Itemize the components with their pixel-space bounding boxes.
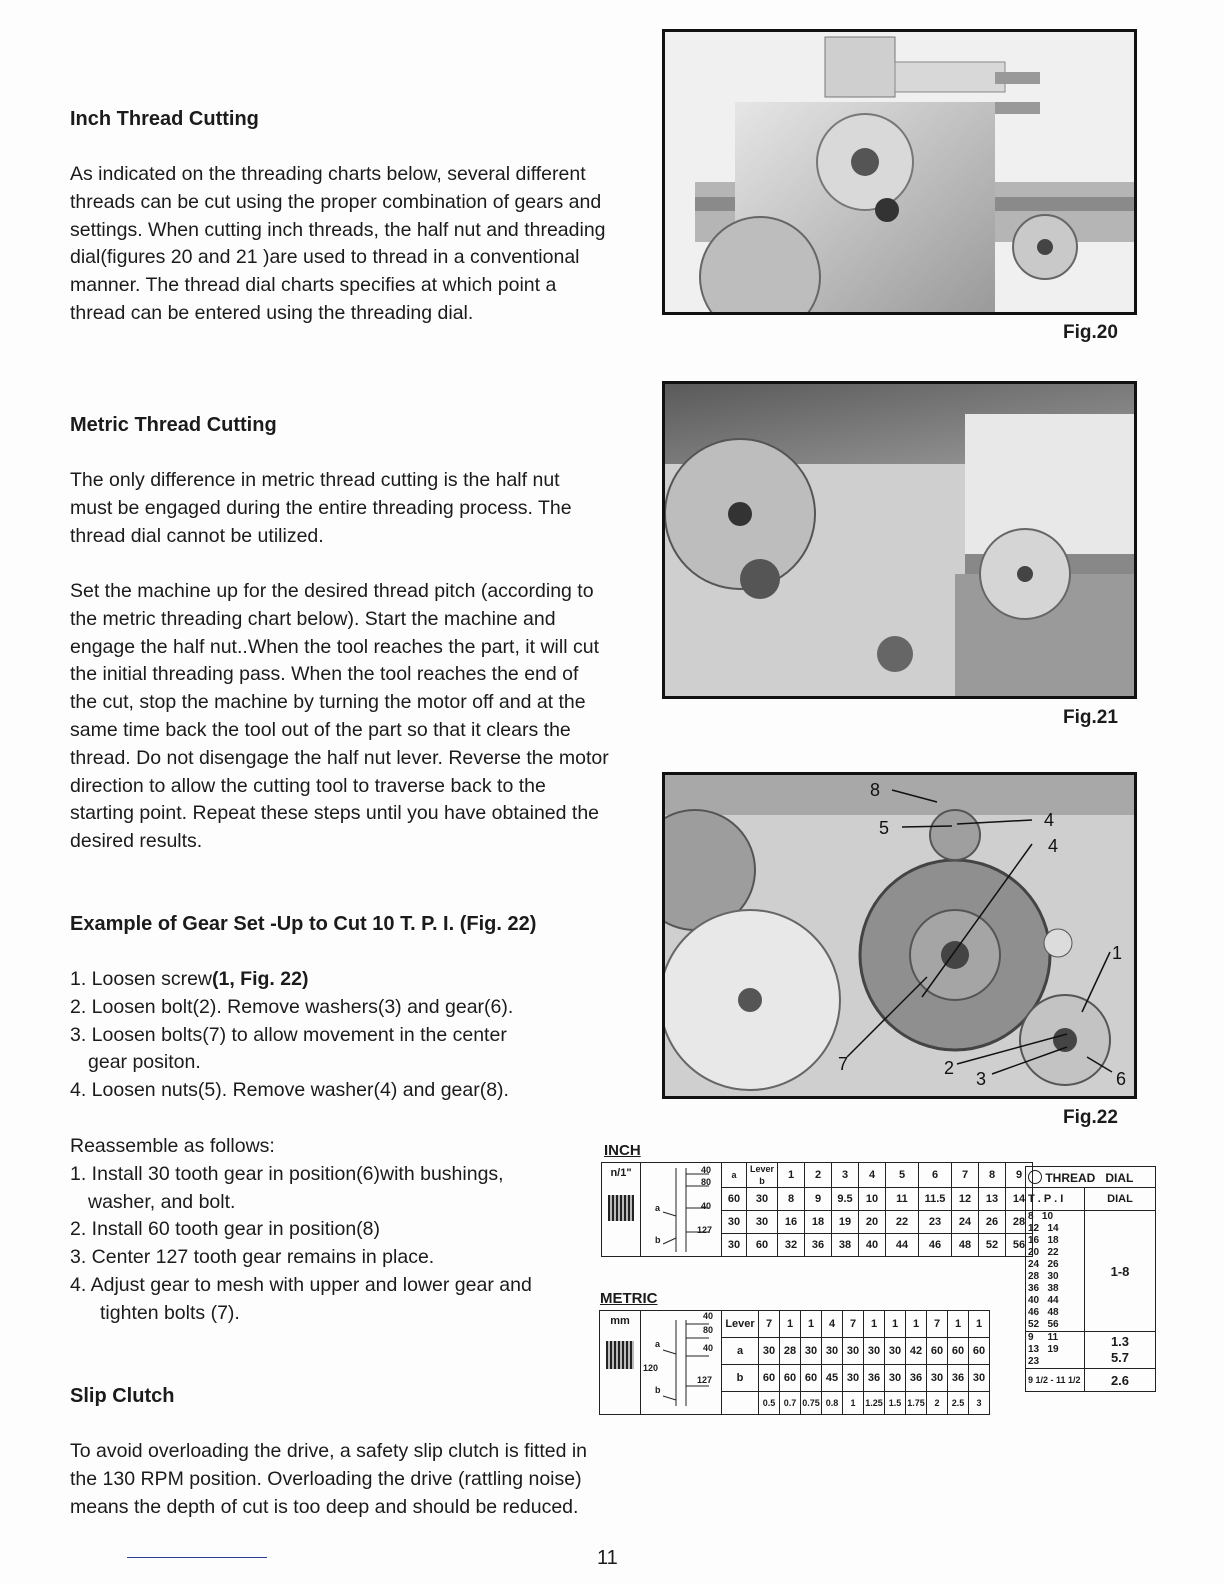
chart-cell: 20 [859,1211,886,1234]
example-heading: Example of Gear Set -Up to Cut 10 T. P. I. (Fig. 22) [70,913,537,935]
chart-cell: 20 22 [1028,1247,1059,1258]
inch-chart [601,1162,1033,1257]
example-step-2: 2. Loosen bolt(2). Remove washers(3) and gear(6). [70,995,514,1018]
chart-cell: b [722,1365,759,1392]
chart-cell: 5.7 [1110,1350,1130,1365]
chart-cell: 52 [979,1234,1006,1257]
chart-cell: 36 [906,1365,927,1392]
reassemble-step-1: 1. Install 30 tooth gear in position(6)with bushings, [70,1162,504,1185]
example-step-3-cont: gear positon. [88,1051,201,1074]
chart-cell: b [655,1385,661,1395]
inch-lever-corner-a [722,1163,747,1188]
chart-cell: 1.75 [906,1392,927,1415]
chart-cell: 2 [927,1392,948,1415]
chart-cell: 22 [886,1211,919,1234]
chart-cell: 9 [805,1188,832,1211]
reassemble-intro: Reassemble as follows: [70,1135,275,1157]
chart-cell: 3 [832,1163,859,1188]
example-step-1 [70,966,513,994]
chart-cell: 80 [701,1177,712,1187]
chart-cell: 30 [864,1338,885,1365]
example-step-4: 4. Loosen nuts(5). Remove washer(4) and gear(8). [70,1079,509,1102]
chart-cell: 9 [1006,1163,1033,1188]
chart-cell: 0.8 [822,1392,843,1415]
chart-cell: 28 [780,1338,801,1365]
fig20-photo [662,29,1137,315]
chart-cell: 1.3 [1110,1334,1130,1349]
metric-unit: mm [610,1315,630,1327]
metric-chart-label: METRIC [600,1290,658,1307]
chart-cell: 0.5 [759,1392,780,1415]
example-step-3: 3. Loosen bolts(7) to allow movement in the center [70,1023,507,1046]
chart-cell: Lever [722,1311,759,1338]
chart-cell: 48 [952,1234,979,1257]
chart-cell: a [722,1338,759,1365]
dial-chart-title [1026,1167,1156,1188]
metric-gear-diagram [641,1311,722,1415]
chart-cell: 28 30 [1028,1271,1059,1282]
chart-cell: 32 [778,1234,805,1257]
inch-thread-heading: Inch Thread Cutting [70,108,259,130]
inch-gear-diagram [641,1163,722,1257]
inch-thread-paragraph: As indicated on the threading charts below, several different threads can be cut using the proper combination of gears and settings. When cutting inch threads, the half nut and threading dial(figures 20 and 21 )are used to thread in a conventional manner. The thread dial charts specifies at which point a thread can be entered using the threading dial. [70,163,606,324]
chart-cell: Lever [749,1164,775,1174]
metric-thread-icon [606,1341,634,1369]
reassemble-steps [70,1133,532,1328]
slip-clutch-paragraph: To avoid overloading the drive, a safety slip clutch is fitted in the 130 RPM position. Overloading the drive (rattling noise) means the depth of cut is too deep and should be reduced. [70,1440,588,1518]
chart-cell: 23 [919,1211,952,1234]
chart-cell: 24 26 [1028,1259,1059,1270]
chart-cell: 16 18 [1028,1235,1059,1246]
metric-unit-cell [600,1311,641,1415]
chart-cell: 11 [886,1188,919,1211]
reassemble-step-4: 4. Adjust gear to mesh with upper and lower gear and [70,1273,532,1296]
chart-cell: 9.5 [832,1188,859,1211]
chart-cell: 36 [948,1365,969,1392]
chart-cell: 30 [843,1338,864,1365]
chart-cell: 7 [952,1163,979,1188]
chart-cell: 1 [885,1311,906,1338]
chart-cell: 60 [722,1188,747,1211]
chart-cell: DIAL [1105,1170,1134,1185]
page-number: 11 [597,1547,618,1569]
callout-1: 1 [1112,943,1123,963]
chart-cell: 1. Loosen screw [70,968,212,990]
chart-cell: 30 [822,1338,843,1365]
chart-cell: 10 [859,1188,886,1211]
fig22-callouts [662,772,1131,1093]
chart-cell: 38 [832,1234,859,1257]
chart-cell: 30 [843,1365,864,1392]
example-steps [70,966,513,1105]
chart-cell: 16 [778,1211,805,1234]
chart-cell: 40 [703,1343,714,1353]
chart-cell: 13 19 [1028,1344,1059,1355]
chart-cell: 9 11 [1028,1332,1059,1343]
chart-cell: 30 [885,1338,906,1365]
reassemble-step-1-cont: washer, and bolt. [88,1190,236,1213]
chart-cell: 8 10 [1028,1211,1054,1222]
chart-cell: 11.5 [919,1188,952,1211]
chart-cell: DIAL [1085,1188,1156,1211]
metric-thread-paragraph-1: The only difference in metric thread cutting is the half nut must be engaged during the entire threading process. The thread dial cannot be utilized. [70,469,572,547]
chart-cell: 24 [952,1211,979,1234]
chart-cell: 7 [843,1311,864,1338]
chart-cell: 40 44 [1028,1295,1059,1306]
inch-unit-cell [602,1163,641,1257]
chart-cell: 1 [948,1311,969,1338]
chart-cell: 40 [701,1201,712,1211]
chart-cell: 18 [805,1211,832,1234]
chart-cell: THREAD [1045,1170,1096,1185]
callout-7: 7 [838,1054,849,1074]
fig21-caption: Fig.21 [1063,707,1118,728]
chart-cell: 36 [805,1234,832,1257]
chart-cell: 30 [885,1365,906,1392]
chart-cell: 6 [919,1163,952,1188]
chart-cell: 52 56 [1028,1319,1059,1330]
chart-cell: b [655,1235,661,1245]
chart-cell: 0.7 [780,1392,801,1415]
chart-cell: 60 [948,1338,969,1365]
chart-cell: 1 [864,1311,885,1338]
dial-group2-tpi [1026,1332,1085,1369]
chart-cell: 40 [701,1165,712,1175]
chart-cell: 30 [747,1188,778,1211]
reassemble-step-2: 2. Install 60 tooth gear in position(8) [70,1218,381,1241]
callout-8: 8 [870,780,881,800]
callout-5: 5 [879,818,890,838]
inch-lever-corner-b [747,1163,778,1188]
chart-cell: 7 [927,1311,948,1338]
chart-cell: 1 [843,1392,864,1415]
callout-3: 3 [976,1069,987,1089]
chart-cell: 1 [801,1311,822,1338]
chart-cell: 45 [822,1365,843,1392]
dial-group1-tpi [1026,1211,1085,1332]
chart-cell: 127 [697,1225,713,1235]
chart-cell: 8 [979,1163,1006,1188]
metric-thread-paragraph-2: Set the machine up for the desired thread pitch (according to the metric threading chart below). Start the machine and engage the half nut..When the tool reaches the part, it will cut the initial threading pass. When the tool reaches the end of the cut, stop the machine by turning the motor off and at the same time back the tool out of the part so that it clears the thread. Do not disengage the half nut lever. Reverse the motor direction to allow the cutting tool to traverse back to the starting point. Repeat these steps until you have obtained the desired results. [70,580,609,853]
chart-cell: 40 [859,1234,886,1257]
chart-cell: 60 [927,1338,948,1365]
chart-cell: 30 [722,1211,747,1234]
chart-cell: 30 [801,1338,822,1365]
chart-cell: 120 [643,1363,659,1373]
chart-cell: 30 [759,1338,780,1365]
chart-cell: 36 [864,1365,885,1392]
footer-rule [127,1557,267,1558]
chart-cell: 42 [906,1338,927,1365]
chart-cell: 1-8 [1085,1211,1156,1332]
chart-cell: T . P . I [1026,1188,1085,1211]
chart-cell: 60 [801,1365,822,1392]
chart-cell: 3 [969,1392,990,1415]
chart-cell: 40 [703,1311,714,1321]
fig20-caption: Fig.20 [1063,322,1118,343]
chart-cell: 30 [747,1211,778,1234]
chart-cell: 46 48 [1028,1307,1059,1318]
chart-cell: 60 [969,1338,990,1365]
chart-cell: 13 [979,1188,1006,1211]
chart-cell: 1.25 [864,1392,885,1415]
chart-cell: 1.5 [885,1392,906,1415]
chart-cell: 56 [1006,1234,1033,1257]
chart-cell: 2 [805,1163,832,1188]
chart-cell: 7 [759,1311,780,1338]
chart-cell: 44 [886,1234,919,1257]
chart-cell: 14 [1006,1188,1033,1211]
chart-cell: 4 [822,1311,843,1338]
metric-thread-heading: Metric Thread Cutting [70,414,277,436]
chart-cell: 4 [859,1163,886,1188]
chart-cell: 1 [906,1311,927,1338]
chart-cell: 127 [697,1375,713,1385]
chart-cell: 60 [759,1365,780,1392]
chart-cell: 5 [886,1163,919,1188]
chart-cell: 2.6 [1085,1369,1156,1392]
chart-cell: b [759,1176,765,1186]
chart-cell: 9 1/2 - 11 1/2 [1026,1369,1085,1392]
chart-cell: 12 14 [1028,1223,1059,1234]
chart-cell: 1 [969,1311,990,1338]
chart-cell: 0.75 [801,1392,822,1415]
chart-cell: 46 [919,1234,952,1257]
chart-cell: 1 [780,1311,801,1338]
fig21-photo [662,381,1137,699]
inch-unit: n/1" [610,1167,632,1179]
chart-cell: 60 [747,1234,778,1257]
chart-cell: 80 [703,1325,714,1335]
chart-cell: a [655,1203,661,1213]
callout-6: 6 [1116,1069,1127,1089]
callout-4a: 4 [1044,810,1055,830]
chart-cell: 28 [1006,1211,1033,1234]
chart-cell: 30 [927,1365,948,1392]
callout-2: 2 [944,1058,955,1078]
callout-4b: 4 [1048,836,1059,856]
chart-cell: 30 [969,1365,990,1392]
reassemble-step-4-cont: tighten bolts (7). [100,1301,240,1324]
thread-dial-chart [1025,1166,1156,1392]
chart-cell: 1 [778,1163,805,1188]
chart-cell: 12 [952,1188,979,1211]
reassemble-step-3: 3. Center 127 tooth gear remains in place. [70,1246,435,1269]
chart-cell: (1, Fig. 22) [212,968,309,990]
chart-cell: 26 [979,1211,1006,1234]
metric-chart [599,1310,990,1415]
inch-chart-label: INCH [604,1142,641,1159]
chart-cell: 30 [722,1234,747,1257]
chart-cell: a [655,1339,661,1349]
chart-cell: 19 [832,1211,859,1234]
chart-cell: 23 [1028,1356,1040,1367]
inch-thread-icon [608,1195,634,1221]
fig22-caption: Fig.22 [1063,1107,1118,1128]
chart-cell: 60 [780,1365,801,1392]
chart-cell: 8 [778,1188,805,1211]
chart-cell: a [731,1170,737,1180]
dial-icon [1028,1170,1042,1184]
chart-cell: 36 38 [1028,1283,1059,1294]
slip-clutch-heading: Slip Clutch [70,1385,175,1407]
chart-cell: 2.5 [948,1392,969,1415]
